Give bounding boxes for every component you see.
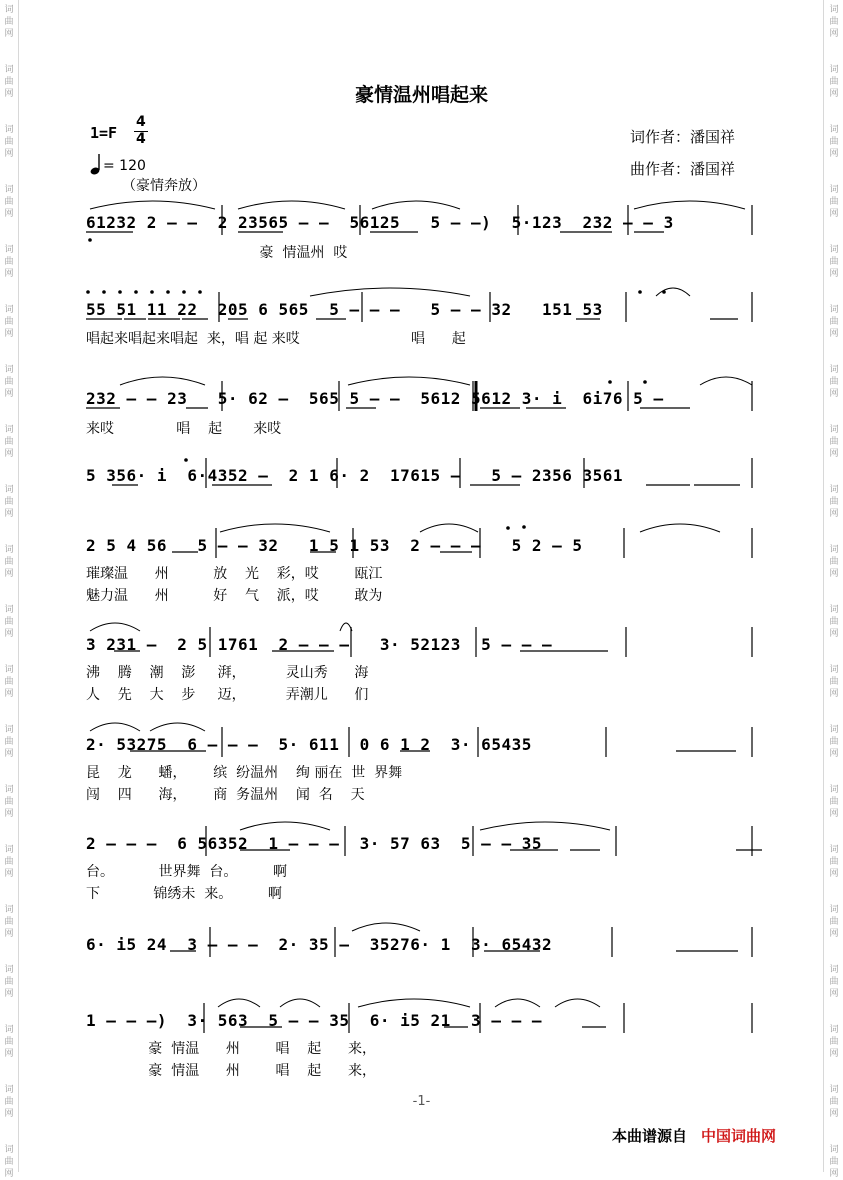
watermark-glyph: 网 (829, 749, 839, 759)
watermark-glyph: 曲 (829, 1037, 839, 1047)
watermark-glyph: 网 (829, 269, 839, 279)
octave-dot (134, 290, 138, 294)
slur-mark (700, 377, 752, 385)
watermark-glyph: 曲 (829, 17, 839, 27)
watermark-glyph: 网 (829, 509, 839, 519)
watermark-glyph: 曲 (4, 497, 14, 507)
watermark-glyph: 网 (4, 809, 14, 819)
watermark-glyph: 网 (4, 689, 14, 699)
slur-mark (218, 999, 260, 1007)
watermark-glyph: 词 (4, 665, 14, 675)
watermark-glyph: 曲 (4, 737, 14, 747)
source-prefix: 本曲谱源自 (612, 1127, 688, 1145)
watermark-glyph: 曲 (829, 917, 839, 927)
octave-dot (643, 380, 647, 384)
watermark-glyph: 词 (4, 845, 14, 855)
watermark-glyph: 曲 (4, 1037, 14, 1047)
watermark-glyph: 网 (4, 1049, 14, 1059)
watermark-glyph: 曲 (4, 17, 14, 27)
source-credit (612, 1125, 776, 1146)
watermark-glyph: 曲 (4, 857, 14, 867)
watermark-glyph: 网 (829, 1109, 839, 1119)
watermark-glyph: 曲 (4, 917, 14, 927)
watermark-glyph: 网 (4, 569, 14, 579)
octave-dot (88, 238, 92, 242)
watermark-glyph: 曲 (829, 257, 839, 267)
watermark-glyph: 词 (829, 1145, 839, 1155)
watermark-glyph: 曲 (4, 437, 14, 447)
watermark-glyph: 网 (4, 269, 14, 279)
watermark-glyph: 词 (829, 485, 839, 495)
slur-mark (480, 822, 610, 830)
watermark-glyph: 曲 (829, 497, 839, 507)
composer-credit: 曲作者：潘国祥 (630, 160, 736, 178)
watermark-glyph: 网 (4, 1109, 14, 1119)
watermark-glyph: 曲 (829, 737, 839, 747)
watermark-glyph: 词 (829, 425, 839, 435)
watermark-glyph: 词 (829, 665, 839, 675)
watermark-glyph: 网 (829, 1169, 839, 1179)
slur-mark (640, 524, 720, 532)
octave-dot (102, 290, 106, 294)
watermark-glyph: 网 (4, 629, 14, 639)
watermark-glyph: 词 (829, 365, 839, 375)
watermark-glyph: 曲 (829, 137, 839, 147)
lyrics-row-8-verse-1: 台。 世界舞 台。 啊 (86, 864, 288, 880)
octave-dot (150, 290, 154, 294)
watermark-glyph: 词 (829, 1025, 839, 1035)
octave-dot (86, 290, 90, 294)
watermark-glyph: 词 (4, 365, 14, 375)
octave-dot (638, 290, 642, 294)
slur-mark (310, 288, 470, 296)
watermark-glyph: 网 (829, 689, 839, 699)
watermark-glyph: 网 (4, 1169, 14, 1179)
watermark-glyph: 词 (4, 545, 14, 555)
watermark-glyph: 网 (829, 629, 839, 639)
watermark-glyph: 词 (4, 5, 14, 15)
key-signature: 1=F (90, 124, 118, 142)
watermark-glyph: 词 (829, 1085, 839, 1095)
watermark-glyph: 词 (4, 605, 14, 615)
watermark-glyph: 词 (4, 185, 14, 195)
slur-mark (120, 377, 205, 385)
watermark-glyph: 词 (4, 65, 14, 75)
watermark-glyph: 网 (829, 869, 839, 879)
watermark-glyph: 词 (829, 845, 839, 855)
watermark-glyph: 网 (4, 449, 14, 459)
watermark-glyph: 词 (4, 965, 14, 975)
watermark-glyph: 词 (4, 785, 14, 795)
watermark-glyph: 词 (829, 65, 839, 75)
notes-row-6: 3 231 – 2 5 1761 2 – – – 3· 52123 5 – – – (86, 635, 553, 654)
notes-row-5: 2 5 4 56 5 – – 32 1 5 1 53 2 – – – 5 2 – 5 (86, 536, 583, 555)
watermark-glyph: 曲 (829, 617, 839, 627)
lyrics-row-1-verse-1: 豪 情温州 哎 (86, 245, 348, 261)
watermark-glyph: 词 (829, 785, 839, 795)
notes-row-8: 2 – – – 6 56352 1 – – – 3· 57 63 5 – – 35 (86, 834, 542, 853)
lyrics-row-7-verse-1: 昆 龙 蟠， 缤 纷温州 绚 丽在 世 界舞 (86, 765, 403, 781)
watermark-glyph: 网 (829, 989, 839, 999)
watermark-glyph: 曲 (829, 557, 839, 567)
watermark-glyph: 词 (4, 305, 14, 315)
watermark-glyph: 词 (4, 1145, 14, 1155)
watermark-glyph: 词 (829, 305, 839, 315)
octave-dot (182, 290, 186, 294)
watermark-glyph: 曲 (4, 137, 14, 147)
watermark-glyph: 网 (829, 389, 839, 399)
octave-dot (662, 290, 666, 294)
page-number: -1- (412, 1094, 431, 1109)
watermark-glyph: 曲 (4, 1157, 14, 1167)
lyrics-row-10-verse-2: 豪 情温 州 唱 起 来， (86, 1063, 377, 1079)
tempo-marking: = 120 (103, 158, 146, 174)
watermark-glyph: 词 (4, 245, 14, 255)
slur-mark (372, 201, 460, 209)
watermark-glyph: 曲 (829, 1097, 839, 1107)
watermark-glyph: 网 (829, 569, 839, 579)
slur-mark (352, 923, 420, 931)
watermark-glyph: 曲 (4, 77, 14, 87)
watermark-glyph: 网 (4, 509, 14, 519)
octave-dot (608, 380, 612, 384)
slur-mark (220, 524, 330, 532)
watermark-glyph: 网 (4, 929, 14, 939)
slur-mark (634, 201, 745, 209)
lyrics-row-3-verse-1: 来哎 唱 起 来哎 (86, 421, 282, 437)
source-brand: 中国词曲网 (701, 1127, 777, 1145)
lyrics-row-8-verse-2: 下 锦绣未 来。 啊 (86, 886, 282, 902)
expression-marking: （豪情奔放） (122, 178, 206, 194)
watermark-glyph: 网 (829, 929, 839, 939)
watermark-glyph: 词 (829, 5, 839, 15)
slur-mark (150, 723, 205, 731)
watermark-glyph: 曲 (4, 617, 14, 627)
slur-mark (420, 524, 478, 532)
watermark-glyph: 曲 (829, 317, 839, 327)
watermark-glyph: 词 (4, 1085, 14, 1095)
lyricist-credit: 词作者：潘国祥 (630, 128, 736, 146)
slur-mark (90, 623, 140, 631)
watermark-glyph: 曲 (4, 317, 14, 327)
watermark-glyph: 曲 (4, 977, 14, 987)
slur-mark (656, 288, 690, 296)
notes-row-3: 232 – – 23 5· 62 – 565 5 – – 5612 5612 3· i 6i76 5 – (86, 389, 664, 408)
notes-row-4: 5 356· i 6·4352 – 2 1 6· 2 17615 – 5 – 2356 3561 (86, 466, 624, 485)
watermark-glyph: 网 (4, 989, 14, 999)
slur-mark (90, 201, 215, 209)
lyrics-row-10-verse-1: 豪 情温 州 唱 起 来， (86, 1041, 377, 1057)
watermark-glyph: 词 (829, 545, 839, 555)
watermark-glyph: 曲 (829, 857, 839, 867)
watermark-glyph: 词 (829, 605, 839, 615)
watermark-glyph: 网 (829, 149, 839, 159)
octave-dot (166, 290, 170, 294)
notes-row-2: 55 51 11 22 205 6 565 5 – – – 5 – – 32 151 53 (86, 300, 603, 319)
slur-mark (340, 623, 352, 631)
watermark-glyph: 网 (4, 389, 14, 399)
watermark-glyph: 网 (829, 89, 839, 99)
slur-mark (495, 999, 540, 1007)
watermark-glyph: 词 (829, 905, 839, 915)
watermark-glyph: 曲 (829, 77, 839, 87)
watermark-glyph: 网 (829, 29, 839, 39)
watermark-glyph: 网 (829, 329, 839, 339)
watermark-glyph: 曲 (829, 677, 839, 687)
lyrics-row-7-verse-2: 闯 四 海， 商 务温州 闻 名 天 (86, 787, 365, 803)
watermark-glyph: 曲 (829, 1157, 839, 1167)
watermark-glyph: 网 (829, 209, 839, 219)
watermark-glyph: 曲 (829, 437, 839, 447)
watermark-glyph: 曲 (4, 1097, 14, 1107)
watermark-glyph: 词 (4, 425, 14, 435)
watermark-glyph: 网 (4, 29, 14, 39)
watermark-glyph: 词 (4, 725, 14, 735)
watermark-glyph: 曲 (4, 257, 14, 267)
lyrics-row-6-verse-1: 沸 腾 潮 澎 湃， 灵山秀 海 (86, 665, 369, 681)
time-signature-bottom: 4 (136, 131, 146, 147)
watermark-glyph: 曲 (4, 797, 14, 807)
watermark-glyph: 网 (4, 749, 14, 759)
watermark-glyph: 曲 (829, 197, 839, 207)
watermark-glyph: 网 (4, 89, 14, 99)
slur-mark (555, 999, 600, 1007)
watermark-glyph: 网 (4, 149, 14, 159)
octave-dot (522, 525, 526, 529)
notes-row-9: 6· i5 24 3 – – – 2· 35 – 35276· 1 3· 65432 (86, 935, 553, 954)
lyrics-row-5-verse-1: 璀璨温 州 放 光 彩，哎 瓯江 (86, 566, 383, 582)
watermark-glyph: 网 (829, 449, 839, 459)
slur-mark (358, 999, 470, 1007)
watermark-glyph: 词 (829, 185, 839, 195)
slur-mark (90, 723, 140, 731)
octave-dot (118, 290, 122, 294)
watermark-glyph: 词 (829, 125, 839, 135)
slur-mark (280, 999, 320, 1007)
watermark-glyph: 曲 (4, 197, 14, 207)
watermark-glyph: 网 (4, 329, 14, 339)
lyrics-row-2-verse-1: 唱起来唱起来唱起 来，唱 起 来哎 唱 起 (86, 331, 466, 347)
watermark-glyph: 曲 (829, 977, 839, 987)
notes-row-10: 1 – – –) 3· 563 5 – – 35 6· i5 21 3 – – – (86, 1011, 542, 1030)
watermark-glyph: 词 (829, 725, 839, 735)
watermark-glyph: 词 (4, 1025, 14, 1035)
octave-dot (184, 458, 188, 462)
slur-mark (238, 201, 345, 209)
notes-row-7: 2· 53275 6 – – – 5· 611 0 6 1 2 3· 65435 (86, 735, 532, 754)
time-signature-top: 4 (136, 114, 146, 130)
watermark-glyph: 词 (4, 125, 14, 135)
watermark-glyph: 网 (829, 809, 839, 819)
watermark-glyph: 词 (4, 905, 14, 915)
watermark-glyph: 词 (829, 965, 839, 975)
watermark-glyph: 网 (4, 869, 14, 879)
octave-dot (506, 526, 510, 530)
octave-dot (198, 290, 202, 294)
song-title: 豪情温州唱起来 (354, 84, 488, 106)
lyrics-row-6-verse-2: 人 先 大 步 迈， 弄潮儿 们 (86, 687, 369, 703)
lyrics-row-5-verse-2: 魅力温 州 好 气 派，哎 敢为 (86, 588, 383, 604)
slur-mark (348, 377, 470, 385)
watermark-glyph: 曲 (4, 677, 14, 687)
watermark-glyph: 曲 (4, 557, 14, 567)
watermark-glyph: 词 (4, 485, 14, 495)
watermark-glyph: 网 (829, 1049, 839, 1059)
slur-mark (240, 822, 330, 830)
watermark-glyph: 词 (829, 245, 839, 255)
notes-row-1: 61232 2 – – 2 23565 – – 56125 5 – –) 5·123 232 – – 3 (86, 213, 674, 232)
watermark-glyph: 曲 (4, 377, 14, 387)
watermark-glyph: 曲 (829, 377, 839, 387)
watermark-glyph: 网 (4, 209, 14, 219)
watermark-glyph: 曲 (829, 797, 839, 807)
